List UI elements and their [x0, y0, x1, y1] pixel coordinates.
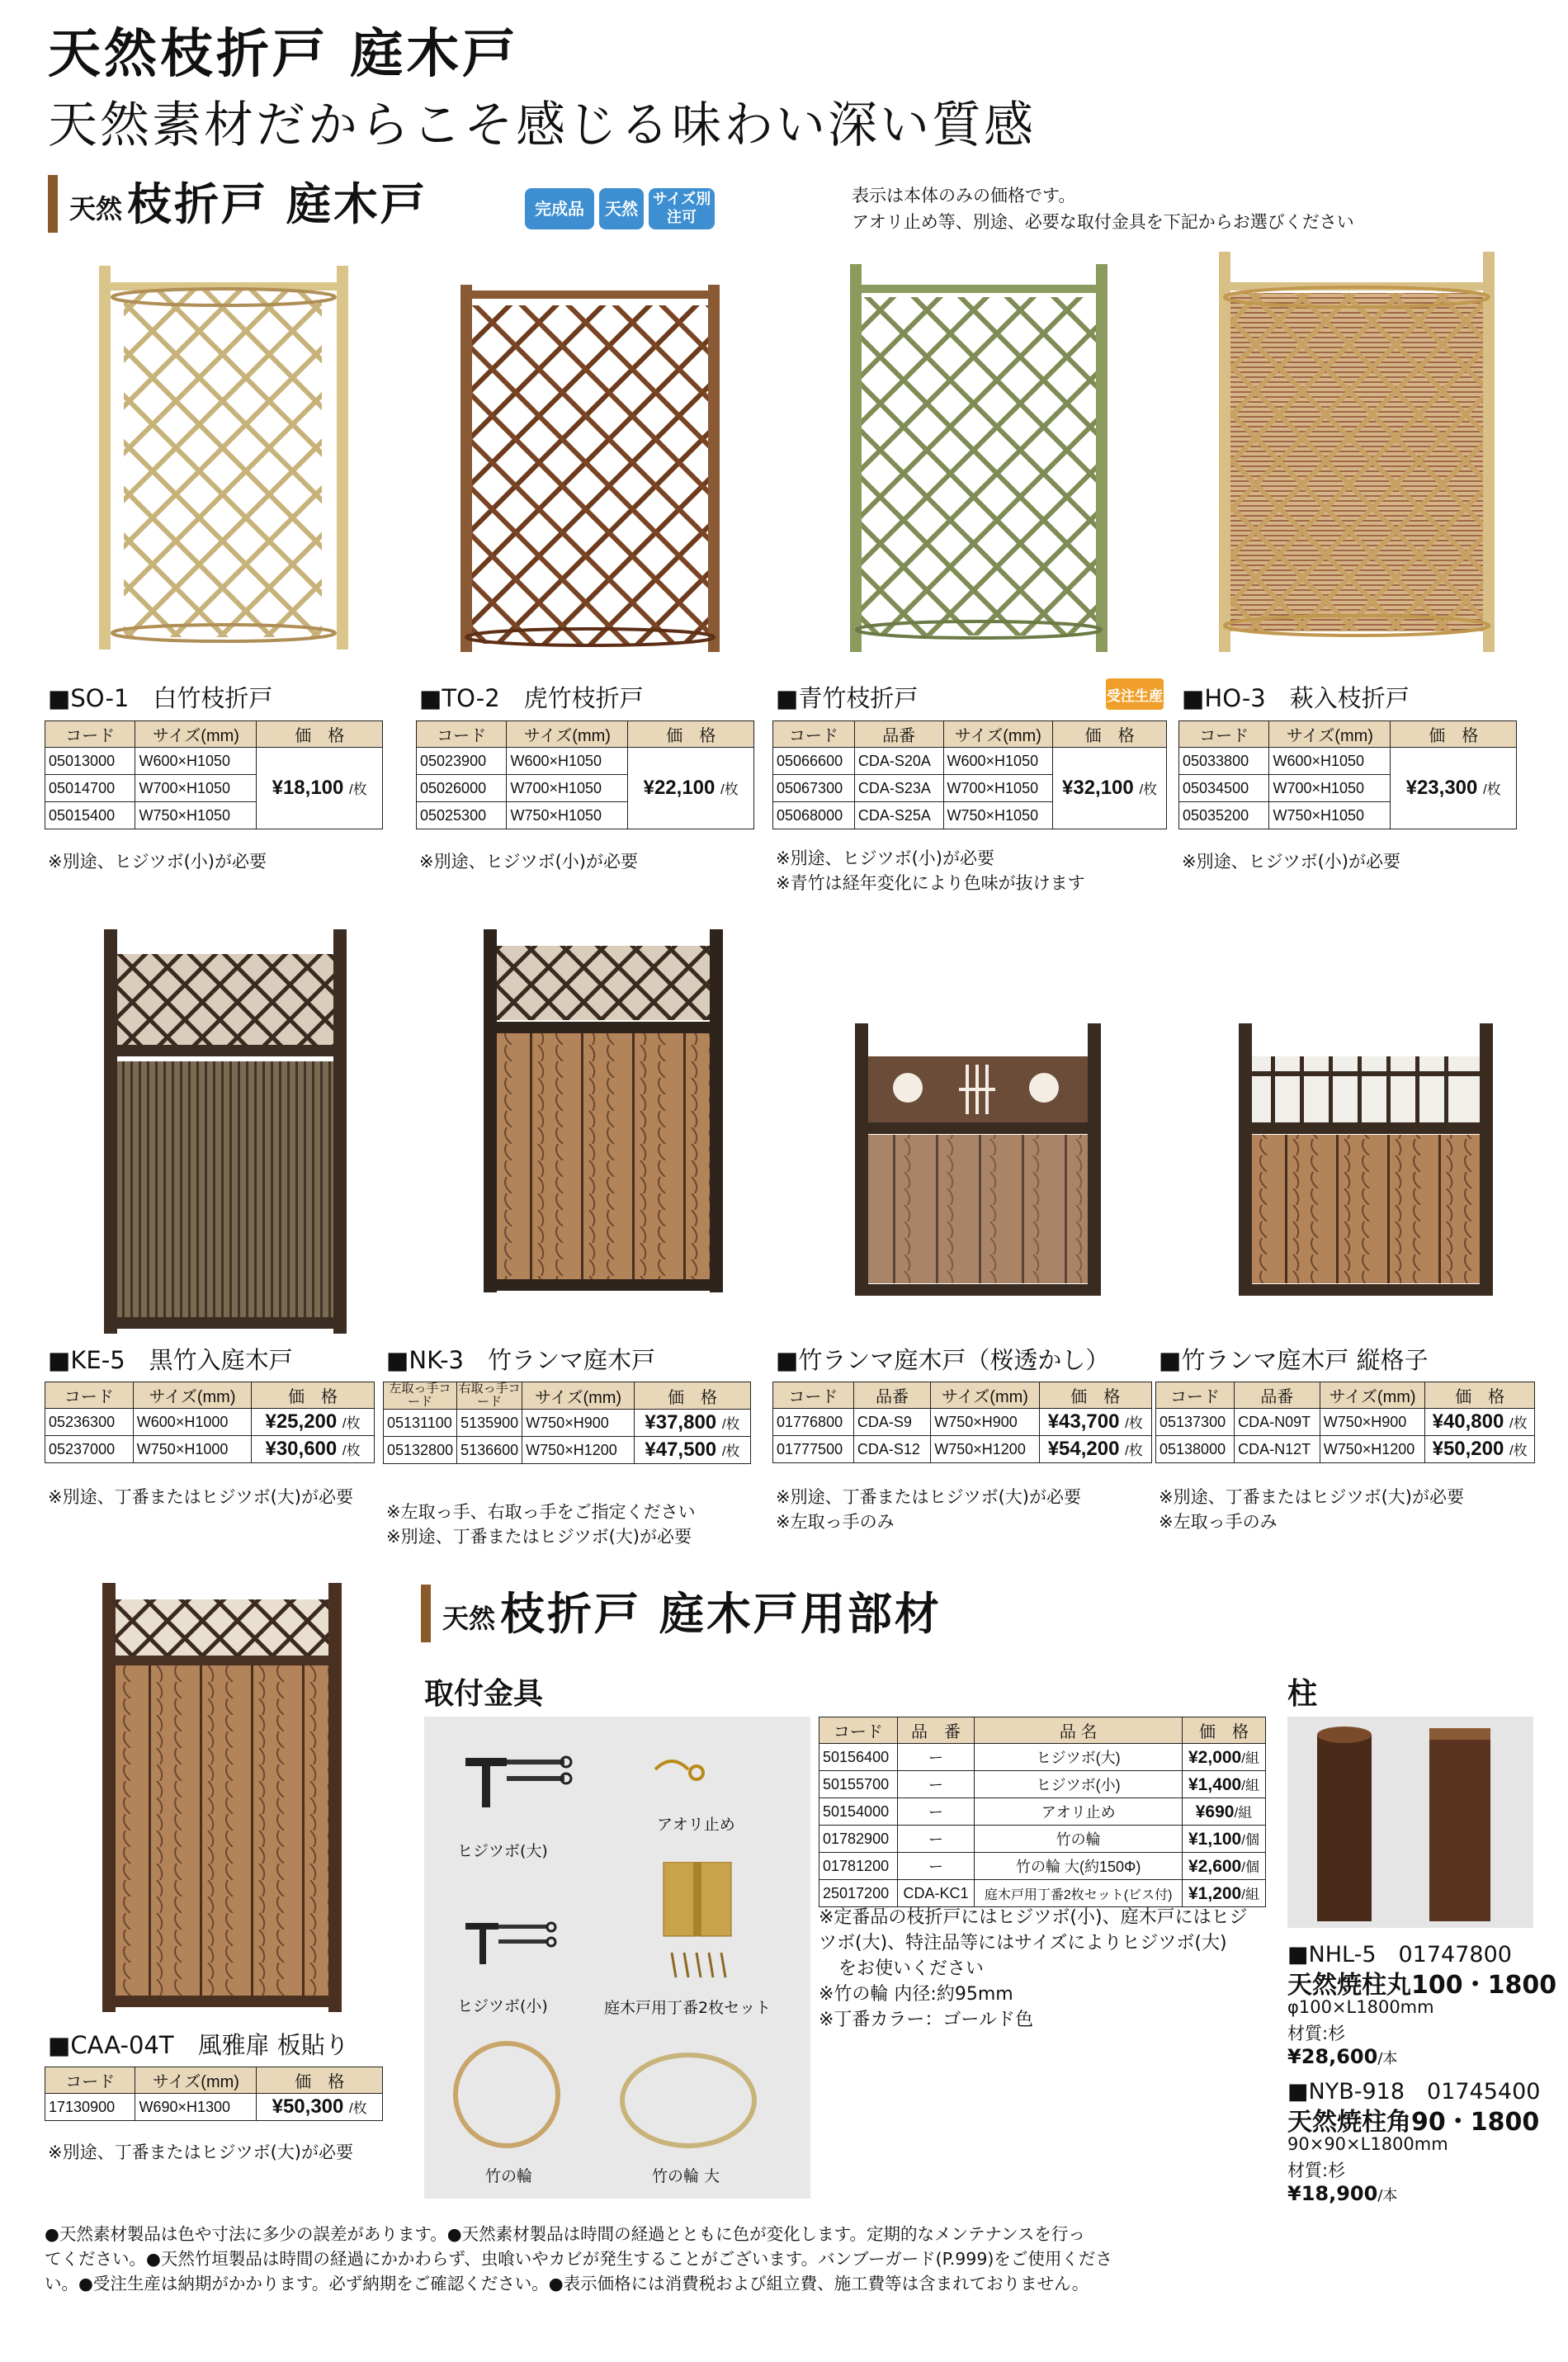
product-image-to2 — [446, 272, 734, 652]
product-title-so1: ■SO-1 白竹枝折戸 — [48, 684, 273, 712]
price-value: ¥50,200 — [1432, 1438, 1504, 1460]
note-line: ※竹の輪 内径:約95mm — [819, 1984, 1013, 2005]
post-material-1: 材質:杉 — [1287, 2024, 1346, 2043]
hinge-large-icon — [457, 1750, 581, 1816]
code-cell: 05066600 — [773, 748, 855, 775]
col-header: 品 名 — [975, 1717, 1183, 1744]
size-cell: W750×H900 — [1320, 1409, 1425, 1436]
price-cell — [1182, 1798, 1265, 1826]
col-header: サイズ(mm) — [1269, 721, 1391, 748]
size-cell: W690×H1300 — [135, 2094, 257, 2121]
item-name-cell: 竹の輪 — [975, 1826, 1183, 1853]
code-cell: 01782900 — [819, 1826, 898, 1853]
col-header: サイズ(mm) — [931, 1382, 1039, 1409]
table-row — [45, 748, 383, 775]
model-cell: ー — [897, 1798, 975, 1826]
price-value: ¥37,800 — [645, 1411, 717, 1434]
price-unit: /枚 — [1125, 1443, 1143, 1458]
price-unit: /組 — [1241, 1887, 1259, 1902]
model-cell: ー — [897, 1826, 975, 1853]
note-tate-1: ※別途、丁番またはヒジツボ(大)が必要 — [1159, 1487, 1464, 1507]
square-post-icon — [1424, 1725, 1499, 1923]
badge-natural: 天然 — [599, 188, 644, 229]
code-cell: 5135900 — [457, 1410, 522, 1437]
col-header: 価 格 — [1391, 721, 1517, 748]
product-image-nk3 — [479, 929, 726, 1292]
post-spec-1: φ100×L1800mm — [1287, 1997, 1434, 2017]
price-unit: /枚 — [1139, 782, 1158, 797]
model-cell: CDA-S20A — [854, 748, 943, 775]
model-cell: CDA-N09T — [1235, 1409, 1320, 1436]
code-cell: 05023900 — [417, 748, 507, 775]
col-header: サイズ(mm) — [522, 1382, 635, 1410]
note-aotake-1: ※別途、ヒジツボ(小)が必要 — [776, 848, 994, 868]
code-cell: 05026000 — [417, 775, 507, 802]
code-cell: 50154000 — [819, 1798, 898, 1826]
model-cell: CDA-S9 — [853, 1409, 930, 1436]
col-header: コード — [45, 2067, 135, 2094]
product-title-aotake: ■青竹枝折戸 — [776, 684, 919, 712]
price-value: ¥2,000 — [1188, 1748, 1242, 1767]
table-row — [819, 1880, 1266, 1907]
price-table-to2 — [416, 720, 754, 829]
post-material-2: 材質:杉 — [1287, 2161, 1346, 2180]
price-value: ¥1,200 — [1188, 1884, 1242, 1903]
price-unit: /個 — [1241, 1859, 1259, 1875]
note-sakura-2: ※左取っ手のみ — [776, 1512, 895, 1532]
col-header: 価 格 — [252, 1382, 375, 1409]
code-cell: 05236300 — [45, 1409, 134, 1436]
col-header: 価 格 — [257, 2067, 383, 2094]
size-cell: W600×H1000 — [133, 1409, 251, 1436]
size-cell: W700×H1050 — [135, 775, 257, 802]
price-cell — [628, 748, 754, 829]
price-unit: /個 — [1241, 1832, 1259, 1848]
hardware-price-table — [819, 1717, 1266, 1907]
table-row — [45, 2094, 383, 2121]
price-value: ¥18,100 — [272, 777, 344, 799]
note-ke5: ※別途、丁番またはヒジツボ(大)が必要 — [48, 1487, 353, 1507]
col-header: サイズ(mm) — [135, 2067, 257, 2094]
price-value: ¥47,500 — [645, 1438, 717, 1461]
table-row — [1156, 1436, 1535, 1463]
note-aotake-2: ※青竹は経年変化により色味が抜けます — [776, 873, 1085, 893]
size-cell: W700×H1050 — [1269, 775, 1391, 802]
col-header: 右取っ手コード — [457, 1382, 522, 1410]
code-cell: 05034500 — [1179, 775, 1269, 802]
note-line: ツボ(大)、特注品等にはサイズによりヒジツボ(大) — [819, 1933, 1227, 1953]
col-header: 価 格 — [1039, 1382, 1151, 1409]
price-cell — [1425, 1436, 1535, 1463]
code-cell: 25017200 — [819, 1880, 898, 1907]
hinge-small-icon — [457, 1915, 581, 1981]
product-image-ke5 — [97, 929, 355, 1334]
code-cell: 05025300 — [417, 802, 507, 829]
price-unit: /枚 — [342, 1443, 361, 1458]
price-value: ¥690 — [1195, 1802, 1235, 1821]
price-note-1: 表示は本体のみの価格です。 — [852, 186, 1076, 205]
price-value: ¥54,200 — [1047, 1438, 1120, 1460]
price-cell — [252, 1436, 375, 1463]
part-label: アオリ止め — [657, 1816, 735, 1834]
product-title-tate: ■竹ランマ庭木戸 縦格子 — [1159, 1346, 1429, 1374]
price-unit: /枚 — [721, 1443, 740, 1459]
code-cell: 17130900 — [45, 2094, 135, 2121]
col-header: コード — [417, 721, 507, 748]
product-image-tate — [1234, 1023, 1498, 1296]
price-value: ¥25,200 — [265, 1410, 338, 1433]
part-label: ヒジツボ(小) — [457, 1997, 548, 2015]
col-header: 価 格 — [1182, 1717, 1265, 1744]
price-value: ¥43,700 — [1047, 1410, 1120, 1433]
model-cell: ー — [897, 1853, 975, 1880]
section-prefix: 天然 — [442, 1603, 496, 1634]
code-cell: 05237000 — [45, 1436, 134, 1463]
table-row — [773, 748, 1167, 775]
item-name-cell: 竹の輪 大(約150Φ) — [975, 1853, 1183, 1880]
price-value: ¥30,600 — [265, 1438, 338, 1460]
hardware-notes — [819, 1905, 1248, 2033]
price-unit: /本 — [1377, 2187, 1398, 2204]
size-cell: W750×H1050 — [943, 802, 1053, 829]
price-value: ¥32,100 — [1062, 777, 1134, 799]
code-cell: 05067300 — [773, 775, 855, 802]
note-tate-2: ※左取っ手のみ — [1159, 1512, 1278, 1532]
table-row — [384, 1437, 751, 1464]
price-table-so1 — [45, 720, 383, 829]
price-unit: /枚 — [1509, 1443, 1528, 1458]
product-image-caa — [97, 1583, 345, 2012]
size-cell: W750×H1000 — [133, 1436, 251, 1463]
item-name-cell: ヒジツボ(大) — [975, 1744, 1183, 1771]
price-cell — [1182, 1744, 1265, 1771]
section-title: 枝折戸 庭木戸 — [127, 178, 427, 230]
col-header: 品番 — [854, 721, 943, 748]
butt-hinge-icon — [655, 1862, 746, 1986]
price-cell — [1391, 748, 1517, 829]
code-cell: 01781200 — [819, 1853, 898, 1880]
col-header: 価 格 — [1053, 721, 1167, 748]
product-title-sakura: ■竹ランマ庭木戸（桜透かし） — [776, 1346, 1110, 1374]
price-table-tate — [1155, 1382, 1535, 1463]
col-header: コード — [773, 1382, 854, 1409]
note-nk3-2: ※別途、丁番またはヒジツボ(大)が必要 — [386, 1527, 692, 1547]
table-row — [773, 1436, 1152, 1463]
size-cell: W600×H1050 — [1269, 748, 1391, 775]
product-image-sakura — [850, 1023, 1106, 1296]
post-price-1 — [1287, 2045, 1397, 2068]
price-value: ¥18,900 — [1287, 2182, 1378, 2205]
price-cell — [1039, 1436, 1151, 1463]
code-cell: 05138000 — [1156, 1436, 1235, 1463]
product-image-so1 — [83, 257, 363, 650]
bamboo-ring-large-icon — [614, 2047, 763, 2154]
model-cell: CDA-S23A — [854, 775, 943, 802]
size-cell: W750×H900 — [522, 1410, 635, 1437]
price-value: ¥1,400 — [1188, 1775, 1242, 1794]
col-header: サイズ(mm) — [943, 721, 1053, 748]
model-cell: ー — [897, 1771, 975, 1798]
price-table-nk3 — [383, 1382, 751, 1464]
price-table-aotake — [772, 720, 1167, 829]
price-cell — [634, 1437, 750, 1464]
price-unit: /枚 — [1509, 1415, 1528, 1431]
price-cell — [257, 2094, 383, 2121]
col-header: コード — [773, 721, 855, 748]
code-cell: 50155700 — [819, 1771, 898, 1798]
price-unit: /枚 — [1483, 782, 1501, 797]
code-cell: 05068000 — [773, 802, 855, 829]
table-row — [1179, 748, 1517, 775]
product-image-aotake — [834, 260, 1122, 652]
item-name-cell: 庭木戸用丁番2枚セット(ビス付) — [975, 1880, 1183, 1907]
price-table-sakura — [772, 1382, 1152, 1463]
price-cell — [252, 1409, 375, 1436]
product-title-ke5: ■KE-5 黒竹入庭木戸 — [48, 1346, 293, 1374]
size-cell: W750×H1200 — [1320, 1436, 1425, 1463]
price-cell — [1053, 748, 1167, 829]
code-cell: 05033800 — [1179, 748, 1269, 775]
col-header: サイズ(mm) — [1320, 1382, 1425, 1409]
code-cell: 05014700 — [45, 775, 135, 802]
col-header: サイズ(mm) — [507, 721, 628, 748]
post-price-2 — [1287, 2182, 1397, 2205]
price-value: ¥2,600 — [1188, 1857, 1242, 1876]
badge-custom-size: サイズ別注可 — [649, 188, 715, 229]
price-cell — [1182, 1853, 1265, 1880]
size-cell: W750×H1050 — [135, 802, 257, 829]
footer-line: ●天然素材製品は色や寸法に多少の誤差があります。●天然素材製品は時間の経過とともに色が変化します。定期的なメンテナンスを行っ — [45, 2224, 1085, 2244]
col-header: サイズ(mm) — [135, 721, 257, 748]
price-unit: /枚 — [342, 1415, 361, 1431]
section-prefix: 天然 — [69, 193, 123, 224]
product-title-caa: ■CAA-04T 風雅扉 板貼り — [48, 2031, 349, 2059]
size-cell: W750×H1200 — [931, 1436, 1039, 1463]
price-cell — [1182, 1880, 1265, 1907]
item-name-cell: ヒジツボ(小) — [975, 1771, 1183, 1798]
col-header: コード — [1179, 721, 1269, 748]
posts-photo-panel — [1287, 1717, 1533, 1928]
col-header: 価 格 — [628, 721, 754, 748]
col-header: コード — [45, 1382, 134, 1409]
hardware-heading: 取付金具 — [424, 1677, 544, 1711]
post-code-1: ■NHL-5 01747800 — [1287, 1942, 1512, 1968]
hardware-photo-panel — [424, 1717, 810, 2199]
post-name-2: 天然焼柱角90・1800 — [1287, 2108, 1540, 2137]
code-cell: 05137300 — [1156, 1409, 1235, 1436]
price-cell — [1425, 1409, 1535, 1436]
table-row — [819, 1826, 1266, 1853]
post-code-2: ■NYB-918 01745400 — [1287, 2079, 1541, 2105]
round-post-icon — [1312, 1725, 1378, 1923]
footer-notes — [45, 2222, 1530, 2296]
code-cell: 01777500 — [773, 1436, 854, 1463]
note-caa: ※別途、丁番またはヒジツボ(大)が必要 — [48, 2142, 353, 2162]
col-header: コード — [819, 1717, 898, 1744]
posts-heading: 柱 — [1287, 1677, 1318, 1711]
product-title-ho3: ■HO-3 萩入枝折戸 — [1182, 684, 1410, 712]
code-cell: 01776800 — [773, 1409, 854, 1436]
price-unit: /本 — [1377, 2050, 1398, 2067]
table-row — [819, 1744, 1266, 1771]
section-heading-1 — [48, 173, 427, 233]
model-cell: CDA-KC1 — [897, 1880, 975, 1907]
latch-icon — [647, 1753, 713, 1794]
note-sakura-1: ※別途、丁番またはヒジツボ(大)が必要 — [776, 1487, 1081, 1507]
product-title-nk3: ■NK-3 竹ランマ庭木戸 — [386, 1346, 655, 1374]
footer-line: てください。●天然竹垣製品は時間の経過にかかわらず、虫喰いやカビが発生することがございます。バンブーガード(P.999)をご使用くださ — [45, 2249, 1112, 2269]
table-row — [1156, 1409, 1535, 1436]
part-label: 竹の輪 大 — [652, 2167, 720, 2185]
code-cell: 05015400 — [45, 802, 135, 829]
size-cell: W700×H1050 — [943, 775, 1053, 802]
section-title: 枝折戸 庭木戸用部材 — [500, 1588, 942, 1640]
size-cell: W600×H1050 — [943, 748, 1053, 775]
table-row — [384, 1410, 751, 1437]
footer-line: い。●受注生産は納期がかかります。必ず納期をご確認ください。●表示価格には消費税および組立費、施工費等は含まれておりません。 — [45, 2274, 1089, 2294]
note-so1: ※別途、ヒジツボ(小)が必要 — [48, 852, 267, 872]
note-to2: ※別途、ヒジツボ(小)が必要 — [419, 852, 638, 872]
model-cell: CDA-S12 — [853, 1436, 930, 1463]
note-nk3-1: ※左取っ手、右取っ手をご指定ください — [386, 1502, 696, 1522]
section-heading-2 — [421, 1583, 942, 1642]
price-table-ke5 — [45, 1382, 375, 1463]
col-header: 価 格 — [257, 721, 383, 748]
table-row — [773, 1409, 1152, 1436]
table-row — [417, 748, 754, 775]
note-line: ※丁番カラー：ゴールド色 — [819, 2010, 1033, 2030]
post-name-1: 天然焼柱丸100・1800 — [1287, 1971, 1557, 2000]
price-unit: /枚 — [721, 1416, 740, 1432]
col-header: 価 格 — [634, 1382, 750, 1410]
price-cell — [1182, 1826, 1265, 1853]
table-row — [45, 1409, 375, 1436]
code-cell: 05132800 — [384, 1437, 457, 1464]
price-value: ¥23,300 — [1405, 777, 1478, 799]
page-title: 天然枝折戸 庭木戸 — [48, 24, 519, 85]
post-spec-2: 90×90×L1800mm — [1287, 2134, 1448, 2154]
code-cell: 05013000 — [45, 748, 135, 775]
price-unit: /組 — [1234, 1805, 1253, 1821]
note-ho3: ※別途、ヒジツボ(小)が必要 — [1182, 852, 1400, 872]
size-cell: W750×H900 — [931, 1409, 1039, 1436]
size-cell: W600×H1050 — [135, 748, 257, 775]
code-cell: 05035200 — [1179, 802, 1269, 829]
price-cell — [1182, 1771, 1265, 1798]
product-title-to2: ■TO-2 虎竹枝折戸 — [419, 684, 644, 712]
col-header: コード — [45, 721, 135, 748]
price-unit: /枚 — [1125, 1415, 1143, 1431]
item-name-cell: アオリ止め — [975, 1798, 1183, 1826]
price-unit: /組 — [1241, 1778, 1259, 1793]
part-label: ヒジツボ(大) — [457, 1842, 548, 1860]
price-note-2: アオリ止め等、別途、必要な取付金具を下記からお選びください — [852, 212, 1354, 232]
size-cell: W750×H1050 — [1269, 802, 1391, 829]
size-cell: W600×H1050 — [507, 748, 628, 775]
code-cell: 05131100 — [384, 1410, 457, 1437]
size-cell: W700×H1050 — [507, 775, 628, 802]
part-label: 庭木戸用丁番2枚セット — [604, 1999, 772, 2017]
page-subtitle: 天然素材だからこそ感じる味わい深い質感 — [48, 97, 1036, 154]
model-cell: ー — [897, 1744, 975, 1771]
col-header: 左取っ手コード — [384, 1382, 457, 1410]
model-cell: CDA-N12T — [1235, 1436, 1320, 1463]
col-header: 品番 — [1235, 1382, 1320, 1409]
price-value: ¥40,800 — [1432, 1410, 1504, 1433]
badge-complete: 完成品 — [525, 188, 594, 229]
table-row — [819, 1798, 1266, 1826]
product-image-ho3 — [1209, 248, 1506, 652]
code-cell: 5136600 — [457, 1437, 522, 1464]
section-accent-bar — [48, 175, 58, 233]
col-header: 品 番 — [897, 1717, 975, 1744]
part-label: 竹の輪 — [485, 2167, 533, 2185]
table-row — [819, 1771, 1266, 1798]
section-accent-bar — [421, 1585, 431, 1642]
col-header: 価 格 — [1425, 1382, 1535, 1409]
price-value: ¥28,600 — [1287, 2045, 1378, 2068]
price-value: ¥1,100 — [1188, 1830, 1242, 1849]
price-table-ho3 — [1178, 720, 1517, 829]
price-unit: /枚 — [349, 2100, 367, 2116]
price-value: ¥50,300 — [272, 2095, 344, 2118]
price-unit: /枚 — [720, 782, 739, 797]
price-table-caa — [45, 2067, 383, 2121]
size-cell: W750×H1050 — [507, 802, 628, 829]
price-unit: /組 — [1241, 1750, 1259, 1766]
price-cell — [257, 748, 383, 829]
table-row — [45, 1436, 375, 1463]
note-line: ※定番品の枝折戸にはヒジツボ(小)、庭木戸にはヒジ — [819, 1907, 1248, 1928]
table-row — [819, 1853, 1266, 1880]
note-line: をお使いください — [838, 1958, 985, 1979]
price-cell — [634, 1410, 750, 1437]
price-cell — [1039, 1409, 1151, 1436]
price-value: ¥22,100 — [643, 777, 716, 799]
model-cell: CDA-S25A — [854, 802, 943, 829]
size-cell: W750×H1200 — [522, 1437, 635, 1464]
col-header: 品番 — [853, 1382, 930, 1409]
code-cell: 50156400 — [819, 1744, 898, 1771]
bamboo-ring-icon — [441, 2035, 581, 2159]
col-header: コード — [1156, 1382, 1235, 1409]
price-unit: /枚 — [349, 782, 367, 797]
made-to-order-badge: 受注生産 — [1106, 678, 1164, 710]
col-header: サイズ(mm) — [133, 1382, 251, 1409]
